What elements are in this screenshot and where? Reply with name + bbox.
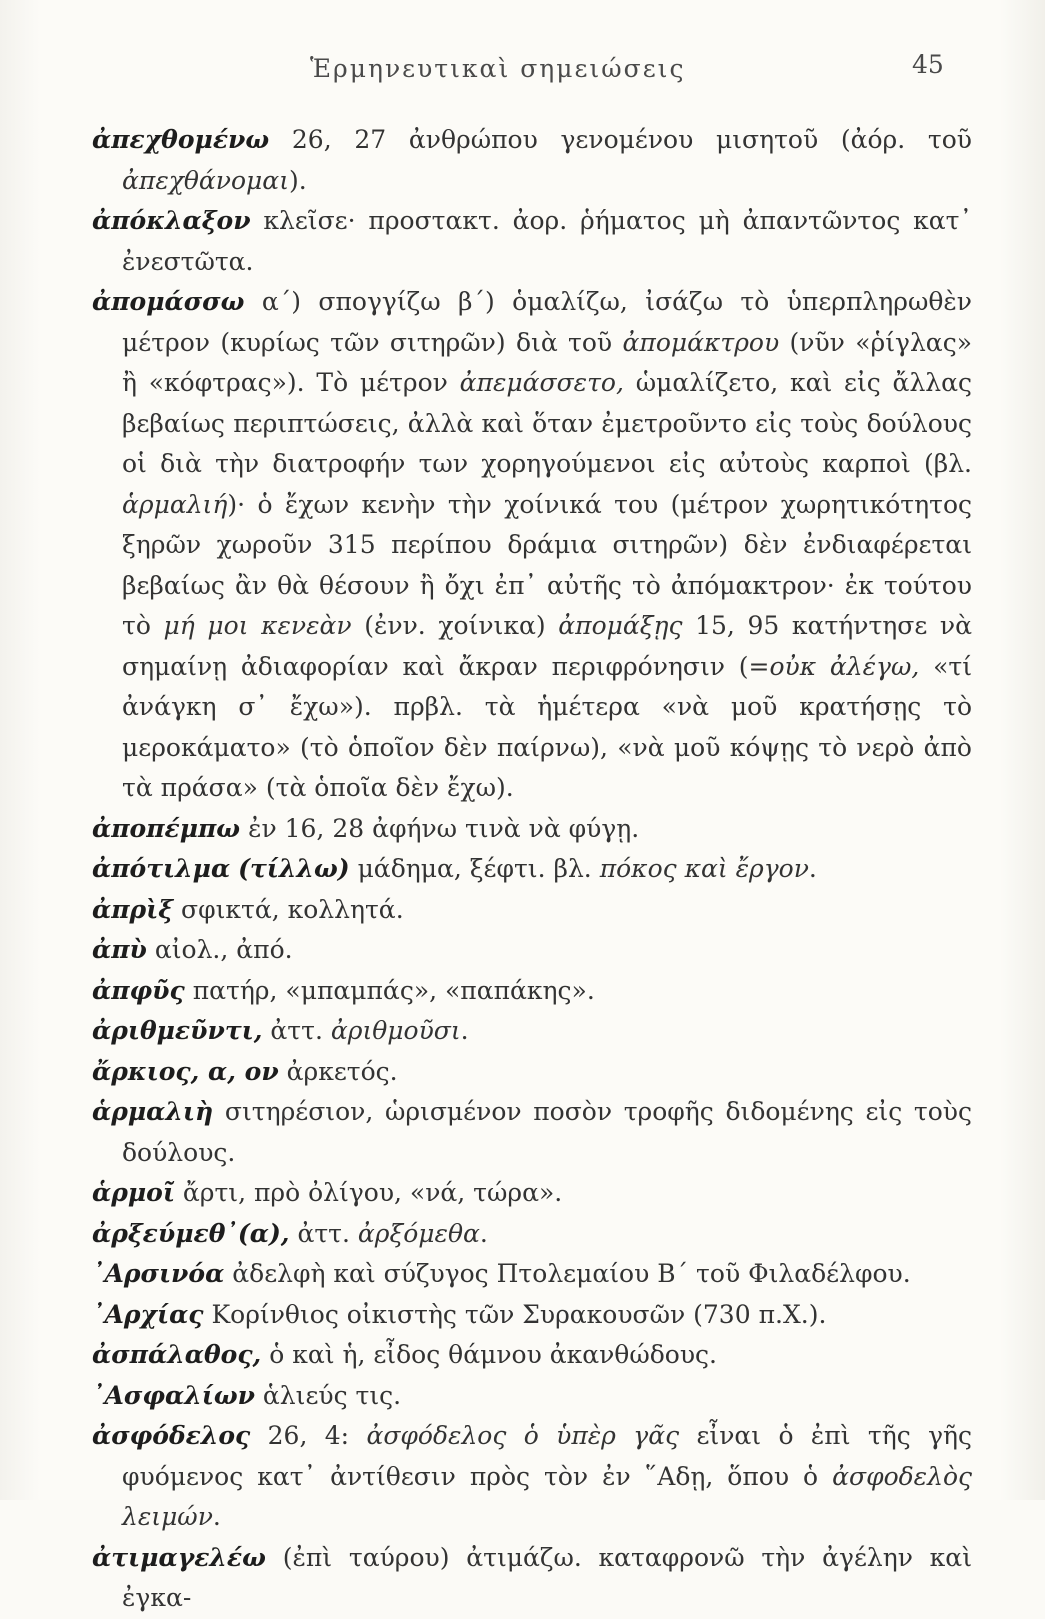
entry-definition: μάδημα, ξέφτι. βλ. (357, 854, 592, 883)
entry-definition-end: . (212, 1502, 221, 1531)
entry-italic-term: πόκος καὶ ἔργον (599, 854, 809, 883)
glossary-entry (92, 1538, 972, 1619)
glossary-entry (92, 930, 972, 971)
entry-headword: ᾽Αρχίας (92, 1299, 204, 1329)
entry-definition-end: . (460, 1016, 469, 1045)
entry-headword: ᾽Ασφαλίων (92, 1380, 255, 1410)
glossary-entry (92, 809, 972, 850)
entry-italic-term: ἀπεμάσσετο, (459, 368, 624, 397)
entry-italic-term: ἀριθμοῦσι (330, 1016, 461, 1045)
entry-definition: ἀττ. (297, 1218, 350, 1248)
entry-headword: ἀτιμαγελέω (92, 1542, 266, 1572)
entry-definition: ἀττ. (270, 1016, 323, 1045)
page-number: 45 (912, 50, 944, 79)
entry-italic-term: ἀσφόδελος ὁ ὑπὲρ γᾶς (366, 1421, 680, 1450)
glossary-entry (92, 1416, 972, 1538)
entry-headword: ἀριθμεῦντι, (92, 1016, 263, 1045)
entry-definition: )· ὁ ἔχων κενὴν τὴν χοίνικά του (μέτρον χωρητικότητος ξηρῶν χωροῦν 315 περίπου δράμια σιτηρῶν) δὲν ἐνδιαφέρεται βεβαίως ἂν θὰ θέσουν ἢ ὄχι ἐπ᾽ αὐτῆς τὸ ἀπόμακτρον· ἐκ τούτου τὸ (122, 489, 972, 640)
entry-italic-term: ἀπομάξῃς (558, 611, 683, 640)
entry-headword: ἀπρὶξ (92, 894, 174, 924)
glossary-entry (92, 1052, 972, 1093)
entry-definition: ὡμαλίζετο, καὶ εἰς ἄλλας βεβαίως περιπτώσεις, ἀλλὰ καὶ ὅταν ἐμετροῦντο εἰς τοὺς δούλους οἱ διὰ τὴν διατροφήν των χορηγούμενοι εἰς αὐτοὺς καρποὶ (βλ. (122, 368, 973, 478)
glossary-entry (92, 1335, 972, 1376)
entry-definition: ἄρτι, πρὸ ὀλίγου, «νά, τώρα». (182, 1178, 563, 1207)
entry-definition: ἀδελφὴ καὶ σύζυγος Πτολεμαίου Β΄ τοῦ Φιλαδέλφου. (232, 1259, 911, 1288)
entry-definition: κλεῖσε· προστακτ. ἀορ. ῥήματος μὴ ἀπαντῶντος κατ᾽ ἐνεστῶτα. (122, 206, 972, 276)
entry-headword: ἀρξεύμεθ᾽(α), (92, 1218, 290, 1248)
entry-definition: σιτηρέσιον, ὡρισμένον ποσὸν τροφῆς διδομένης εἰς τοὺς δούλους. (122, 1097, 972, 1167)
glossary-entry (92, 282, 972, 809)
page-header (0, 48, 1045, 88)
entry-headword: ἀποπέμπω (92, 813, 241, 843)
entry-italic-term: ἁρμαλιή (122, 489, 228, 519)
entry-definition: 26, 27 ἀνθρώπου γενομένου μισητοῦ (ἀόρ. τοῦ (291, 125, 972, 154)
entry-headword: ἁρμοῖ (92, 1178, 175, 1207)
glossary-entry (92, 971, 972, 1012)
entry-definition: σφικτά, κολλητά. (181, 894, 404, 924)
entry-definition: (ἐπὶ ταύρου) ἀτιμάζω. καταφρονῶ τὴν ἀγέλην καὶ ἐγκα- (122, 1542, 972, 1612)
entry-headword: ἄρκιος, α, ον (92, 1056, 279, 1086)
glossary-entry (92, 201, 972, 282)
entry-definition: (ἐνν. χοίνικα) (364, 611, 546, 640)
entry-italic-term: ἀσφοδελὸς λειμών (122, 1461, 972, 1531)
entry-italic-term: ἀπομάκτρου (622, 327, 780, 357)
entry-headword: ᾽Αρσινόα (92, 1259, 225, 1288)
glossary-entry (92, 1295, 972, 1336)
entry-headword: ἀπότιλμα (92, 854, 231, 883)
entry-italic-term: μή μοι κενεὰν (163, 611, 352, 640)
entry-definition: ἁλιεύς τις. (262, 1380, 402, 1410)
glossary-entries (92, 120, 972, 1619)
glossary-entry (92, 1173, 972, 1214)
entry-headword: ἀπομάσσω (92, 287, 245, 316)
glossary-entry (92, 1376, 972, 1417)
entry-definition-end: . (808, 854, 817, 883)
entry-definition-end: . (479, 1218, 488, 1248)
entry-definition: ἀρκετός. (286, 1056, 398, 1086)
entry-headword: ἁρμαλιὴ (92, 1097, 214, 1126)
entry-headword: ἀπὺ (92, 935, 147, 964)
entry-headword-etymology: (τίλλω) (238, 854, 350, 883)
entry-definition: εἶναι ὁ ἐπὶ τῆς γῆς φυόμενος κατ᾽ ἀντίθεσιν πρὸς τὸν ἐν ῞Αδῃ, ὅπου ὁ (122, 1421, 972, 1491)
glossary-entry (92, 1254, 972, 1295)
entry-headword: ἀπφῦς (92, 975, 185, 1005)
glossary-entry (92, 890, 972, 931)
glossary-entry (92, 849, 972, 890)
entry-headword: ἀσπάλαθος, (92, 1340, 262, 1369)
entry-definition-end: ). (289, 165, 307, 195)
entry-definition: ἐν 16, 28 ἀφήνω τινὰ νὰ φύγῃ. (248, 813, 640, 843)
entry-italic-term: ἀπεχθάνομαι (122, 165, 289, 195)
glossary-entry (92, 1214, 972, 1255)
entry-definition: ὁ καὶ ἡ, εἶδος θάμνου ἀκανθώδους. (269, 1340, 717, 1369)
entry-definition: Κορίνθιος οἰκιστὴς τῶν Συρακουσῶν (730 π.Χ.). (211, 1299, 827, 1329)
entry-definition: 15, 95 κατήντησε νὰ σημαίνῃ ἀδιαφορίαν καὶ ἄκραν περιφρόνησιν (= (122, 611, 972, 681)
running-title: Ἑρμηνευτικαὶ σημειώσεις (310, 54, 686, 83)
glossary-entry (92, 1092, 972, 1173)
entry-headword: ἀπόκλαξον (92, 206, 251, 235)
glossary-entry (92, 120, 972, 201)
entry-italic-term: ἀρξόμεθα (357, 1218, 480, 1248)
entry-headword: ἀπεχθομένω (92, 125, 270, 154)
entry-definition: (νῦν «ῥίγλας» ἢ «κόφτρας»). Τὸ μέτρον (122, 327, 972, 397)
glossary-entry (92, 1011, 972, 1052)
entry-italic-term: οὐκ ἀλέγω, (769, 651, 920, 681)
entry-definition: «τί ἀνάγκη σ᾽ ἔχω»). πρβλ. τὰ ἡμέτερα «νὰ μοῦ κρατήσῃς τὸ μεροκάματο» (τὸ ὁποῖον δὲν παίρνω), «νὰ μοῦ κόψῃς τὸ νερὸ ἀπὸ τὰ πράσα» (τὰ ὁποῖα δὲν ἔχω). (122, 651, 973, 802)
entry-headword: ἀσφόδελος (92, 1421, 251, 1450)
entry-definition: αἰολ., ἀπό. (154, 935, 293, 964)
entry-definition: 26, 4: (267, 1421, 350, 1450)
entry-definition: πατήρ, «μπαμπάς», «παπάκης». (192, 975, 595, 1005)
entry-definition: α΄) σπογγίζω β΄) ὁμαλίζω, ἰσάζω τὸ ὑπερπληρωθὲν μέτρον (κυρίως τῶν σιτηρῶν) διὰ τοῦ (122, 287, 972, 357)
